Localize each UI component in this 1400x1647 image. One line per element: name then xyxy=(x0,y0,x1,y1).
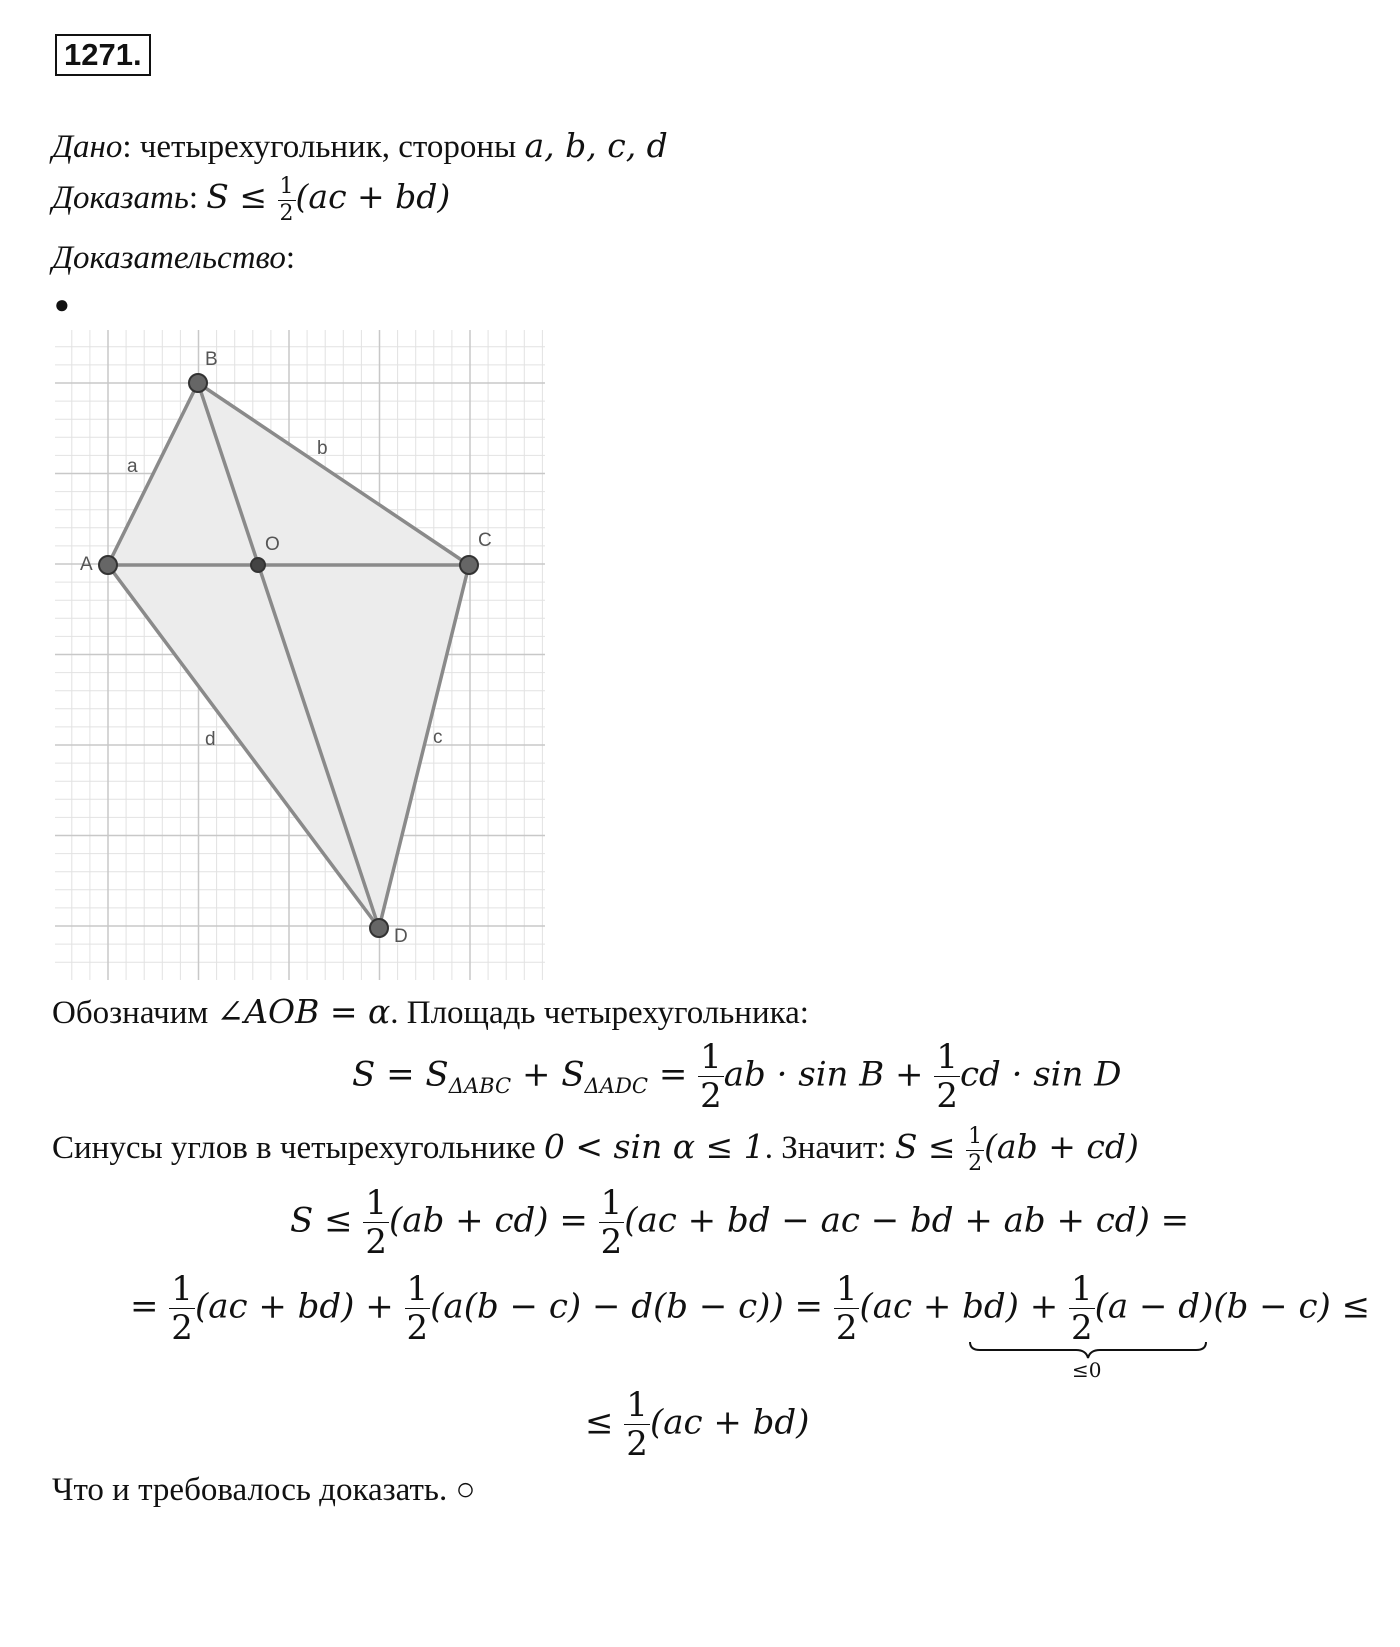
notation-text: Обозначим xyxy=(52,995,217,1031)
sines-line: Синусы углов в четырехугольнике 0 < sin α ≤ 1. Значит: S ≤ $\frac{1}{2}$ (ab + cd) xyxy=(52,1124,1139,1176)
area-equation: $S = S_{\Delta ABC} + S_{\Delta ADC}$ = $\frac{1}{2}$ ab · sin B + $\frac{1}{2}$ cd · sin D xyxy=(352,1037,1122,1116)
frac-half: $\frac{1}{2}$ xyxy=(968,1124,983,1176)
label-o: O xyxy=(265,534,280,555)
point-a xyxy=(99,556,117,574)
given-label: Дано xyxy=(52,129,123,165)
notation-rest: . Площадь четырехугольника: xyxy=(390,995,809,1031)
notation-angle: ∠AOB = α xyxy=(216,992,391,1031)
qed-symbol: ○ xyxy=(455,1472,476,1508)
quadrilateral-figure xyxy=(55,330,545,980)
point-d xyxy=(370,919,388,937)
proof-label: Доказательство xyxy=(52,240,286,276)
frac-half: $\frac{1}{2}$ xyxy=(700,1037,722,1116)
label-side-a: a xyxy=(127,456,138,477)
proof-label-line xyxy=(52,240,295,277)
proof-colon: : xyxy=(285,240,296,276)
frac-half: $\frac{1}{2}$ xyxy=(936,1037,958,1116)
prove-lhs: S ≤ xyxy=(206,177,278,217)
underbrace-label: ≤0 xyxy=(1072,1358,1102,1382)
point-c xyxy=(460,556,478,574)
label-d: D xyxy=(394,926,408,947)
point-o xyxy=(251,558,265,572)
inequality-step-2: = $\frac{1}{2}$ (ac + bd) + $\frac{1}{2}$ (a(b − c) − d(b − c)) = $\frac{1}{2}$ (ac + bd) + $\frac{1}{2}$ (a − d)(b − c) ≤ xyxy=(130,1269,1371,1348)
label-b: B xyxy=(205,349,218,370)
problem-number: 1271. xyxy=(55,34,151,76)
bullet: ● xyxy=(54,290,70,319)
label-side-d: d xyxy=(205,729,216,750)
conclusion-line: Что и требовалось доказать. ○ xyxy=(52,1472,476,1508)
prove-label: Доказать xyxy=(52,180,189,217)
given-text: : четырехугольник, стороны xyxy=(122,129,525,165)
prove-line: Доказать: S ≤ $\frac{1}{2}$ (ac + bd) xyxy=(52,174,451,226)
inequality-step-1: S ≤ $\frac{1}{2}$ (ab + cd) = $\frac{1}{2}$ (ac + bd − ac − bd + ab + cd) = xyxy=(290,1183,1190,1262)
label-side-b: b xyxy=(317,438,328,459)
label-side-c: c xyxy=(433,727,443,748)
given-line xyxy=(52,126,668,166)
label-a: A xyxy=(80,554,93,575)
notation-line xyxy=(52,992,809,1032)
given-sides: a, b, c, d xyxy=(524,126,668,165)
prove-fraction: $\frac{1}{2}$ xyxy=(279,174,294,226)
final-inequality: ≤ $\frac{1}{2}$ (ac + bd) xyxy=(585,1385,810,1464)
point-b xyxy=(189,374,207,392)
prove-rhs: (ac + bd) xyxy=(295,177,451,217)
underbraced-term: (a − d)(b − c) xyxy=(1094,1286,1331,1327)
label-c: C xyxy=(478,530,492,551)
